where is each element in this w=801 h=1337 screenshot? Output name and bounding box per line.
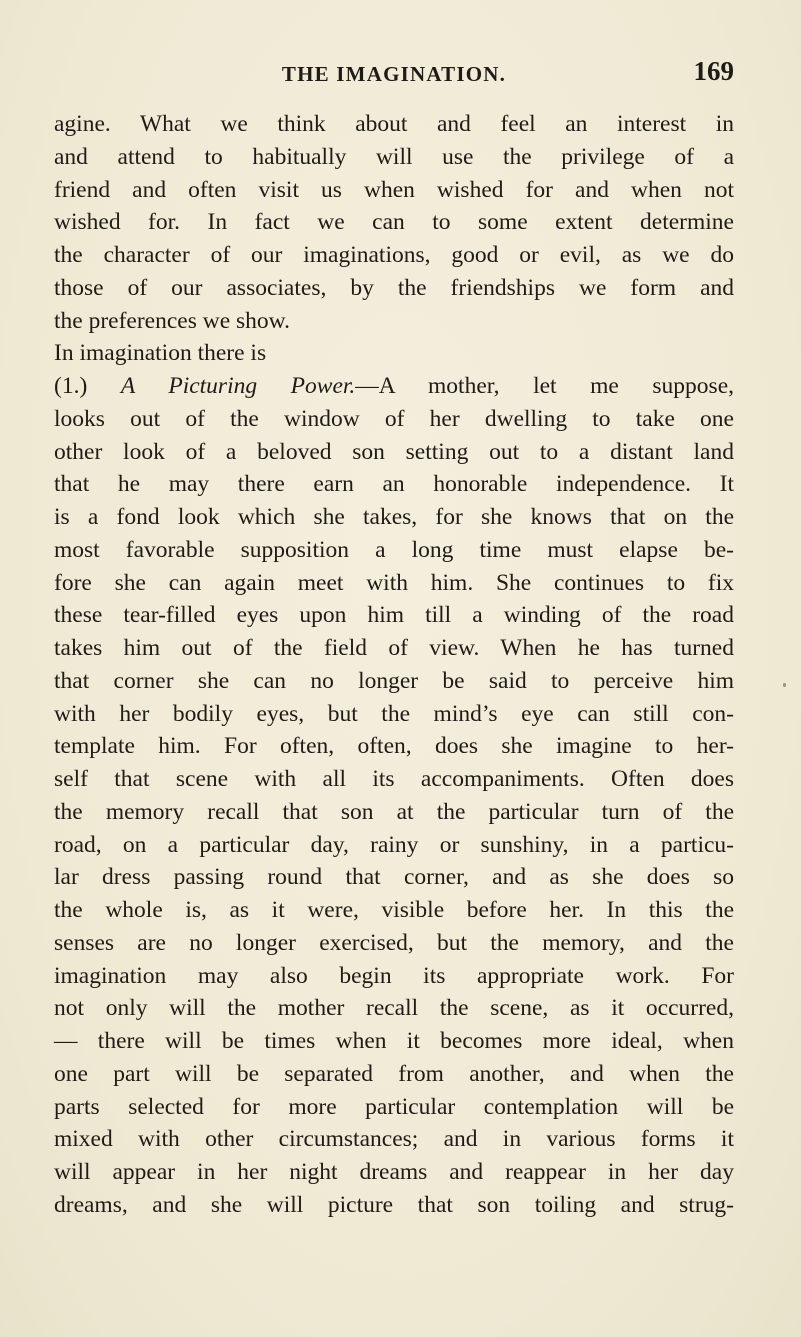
text-line: these tear-filled eyes upon him till a winding of the road: [54, 602, 734, 629]
section-lead-text: —A mother, let me suppose,: [355, 373, 735, 399]
text-line: road, on a particular day, rainy or sunshiny, in a particu-: [54, 831, 734, 858]
text-line: one part will be separated from another, and when the: [54, 1060, 734, 1087]
text-line: other look of a beloved son setting out to a distant land: [54, 438, 734, 465]
text-line: friend and often visit us when wished for and when not: [54, 176, 734, 203]
text-line: looks out of the window of her dwelling to take one: [54, 405, 734, 432]
text-line: is a fond look which she takes, for she knows that on the: [54, 504, 734, 530]
text-line: template him. For often, often, does she imagine to her-: [54, 733, 734, 760]
text-line: In imagination there is: [54, 340, 267, 367]
running-title: THE IMAGINATION.: [281, 62, 507, 86]
text-line: mixed with other circumstances; and in various forms it: [54, 1126, 734, 1153]
body-text: [54, 108, 734, 1222]
text-line: the preferences we show.: [54, 307, 290, 334]
section-heading-line: [54, 370, 734, 403]
running-head: [54, 56, 734, 90]
text-line: imagination may also begin its appropriate work. For: [54, 962, 734, 989]
text-line: takes him out of the field of view. When he has turned: [54, 635, 734, 661]
text-line: and attend to habitually will use the privilege of a: [54, 143, 734, 170]
text-line: that he may there earn an honorable independence. It: [54, 471, 734, 498]
text-line: will appear in her night dreams and reappear in her day: [54, 1159, 734, 1185]
text-line: with her bodily eyes, but the mind’s eye can still con-: [54, 700, 734, 727]
margin-speck: [783, 683, 786, 687]
text-line: the whole is, as it were, visible before her. In this the: [54, 897, 734, 923]
text-line: those of our associates, by the friendships we form and: [54, 274, 734, 301]
page-number: 169: [693, 56, 734, 86]
text-line: agine. What we think about and feel an interest in: [54, 111, 734, 137]
text-line: the character of our imaginations, good or evil, as we do: [54, 242, 734, 268]
section-number: (1.): [54, 373, 88, 399]
text-line: not only will the mother recall the scene, as it occurred,: [54, 995, 734, 1022]
section-title: A Picturing Power.: [120, 373, 356, 399]
text-line: dreams, and she will picture that son toiling and strug-: [54, 1191, 734, 1218]
text-line: that corner she can no longer be said to perceive him: [54, 667, 734, 694]
text-line: senses are no longer exercised, but the memory, and the: [54, 929, 734, 956]
text-line: — there will be times when it becomes more ideal, when: [54, 1028, 734, 1054]
text-line: the memory recall that son at the particular turn of the: [54, 798, 734, 825]
text-line: wished for. In fact we can to some extent determine: [54, 209, 734, 236]
text-line: most favorable supposition a long time must elapse be-: [54, 536, 734, 563]
text-line: self that scene with all its accompaniments. Often does: [54, 766, 734, 792]
text-line: fore she can again meet with him. She continues to fix: [54, 569, 734, 596]
text-line: parts selected for more particular contemplation will be: [54, 1093, 734, 1120]
text-line: lar dress passing round that corner, and as she does so: [54, 864, 734, 891]
